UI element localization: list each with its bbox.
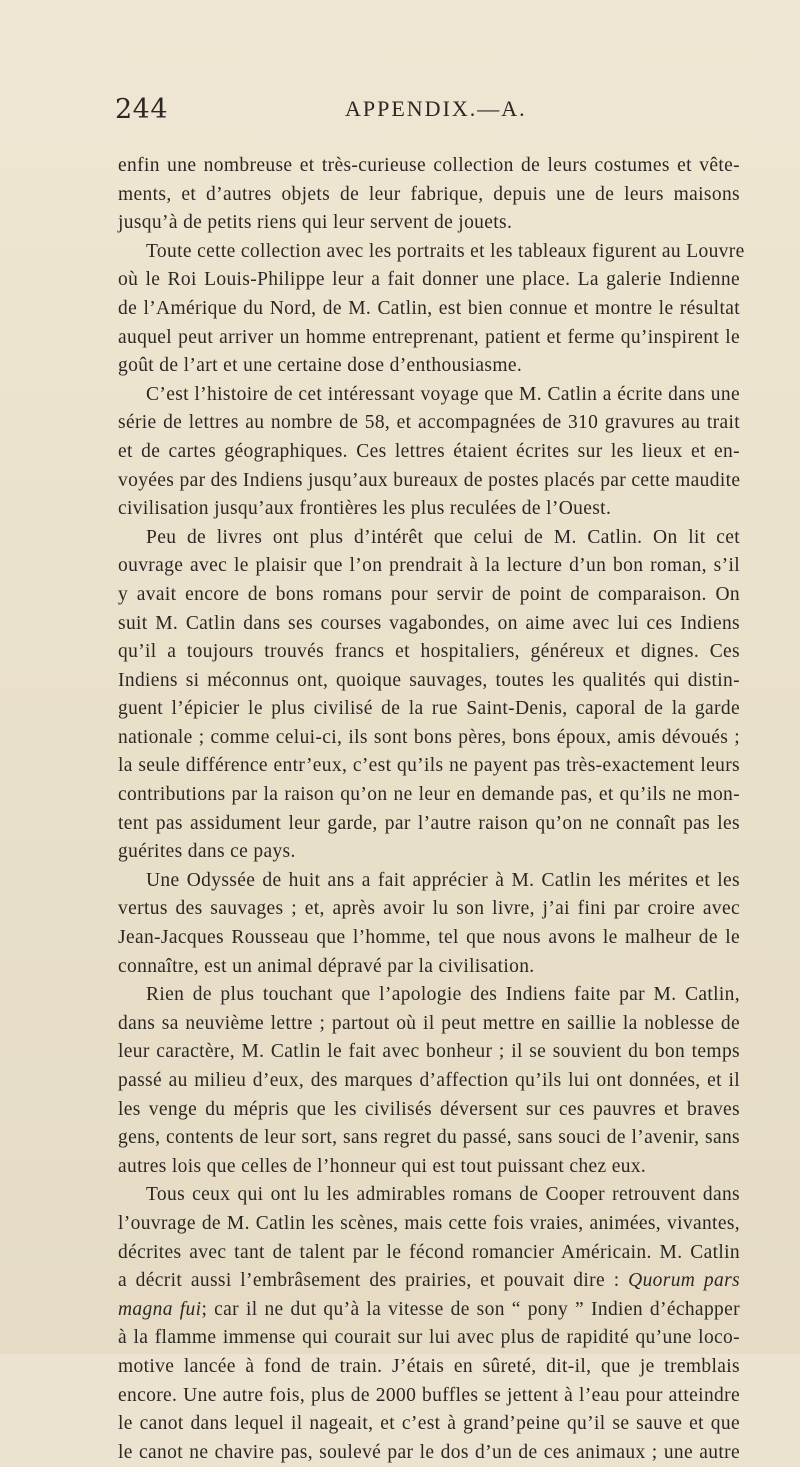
text-line: connaître, est un animal dépravé par la civilisation. xyxy=(118,955,535,977)
text-line: décrites avec tant de talent par le fécond romancier Américain. M. Catlin xyxy=(118,1241,740,1263)
text-line: motive lancée à fond de train. J’étais en sûreté, dit-il, que je tremblais xyxy=(118,1355,740,1377)
text-line: Toute cette collection avec les portraits et les tableaux figurent au Louvre xyxy=(146,240,745,262)
text-line: où le Roi Louis-Philippe leur a fait donner une place. La galerie Indienne xyxy=(118,269,740,291)
text-line: autres lois que celles de l’honneur qui est tout puissant chez eux. xyxy=(118,1155,647,1177)
text-line: ouvrage avec le plaisir que l’on prendrait à la lecture d’un bon roman, s’il xyxy=(118,555,740,577)
text-line: tent pas assidument leur garde, par l’autre raison qu’on ne connaît pas les xyxy=(118,812,740,834)
text-line: Jean-Jacques Rousseau que l’homme, tel que nous avons le malheur de le xyxy=(118,927,740,949)
text-line: le canot ne chavire pas, soulevé par le dos d’un de ces animaux ; une autre xyxy=(118,1441,740,1463)
text-line: l’ouvrage de M. Catlin les scènes, mais cette fois vraies, animées, vivantes, xyxy=(118,1212,740,1234)
text-line: Une Odyssée de huit ans a fait apprécier à M. Catlin les mérites et les xyxy=(146,869,740,891)
text-line: Rien de plus touchant que l’apologie des Indiens faite par M. Catlin, xyxy=(146,984,740,1006)
text-line: dans sa neuvième lettre ; partout où il peut mettre en saillie la noblesse de xyxy=(118,1012,740,1034)
page-number: 244 xyxy=(115,94,169,125)
text-line: goût de l’art et une certaine dose d’enthousiasme. xyxy=(118,355,523,377)
text-line: série de lettres au nombre de 58, et accompagnées de 310 gravures au trait xyxy=(118,412,740,434)
body-text xyxy=(118,152,745,1467)
text-line: ments, et d’autres objets de leur fabrique, depuis une de leurs maisons xyxy=(118,183,740,205)
text-line: passé au milieu d’eux, des marques d’affection qu’ils lui ont données, et il xyxy=(118,1070,740,1091)
text-line: C’est l’histoire de cet intéressant voyage que M. Catlin a écrite dans une xyxy=(146,383,740,405)
text-line: et de cartes géographiques. Ces lettres étaient écrites sur les lieux et en- xyxy=(118,440,740,462)
text-line xyxy=(118,1267,740,1296)
text-line: auquel peut arriver un homme entreprenant, patient et ferme qu’inspirent le xyxy=(118,326,740,348)
text-line: de l’Amérique du Nord, de M. Catlin, est bien connue et montre le résultat xyxy=(118,297,740,319)
running-head: APPENDIX.—A. xyxy=(345,96,527,121)
italic-phrase: magna xyxy=(118,1298,173,1320)
text-line: voyées par des Indiens jusqu’aux bureaux de postes placés par cette maudite xyxy=(118,469,741,491)
text-segment: ; car il ne dut qu’à la vitesse de son “ pony ” Indien d’échapper xyxy=(201,1298,740,1320)
text-line: jusqu’à de petits riens qui leur servent de jouets. xyxy=(118,212,513,234)
text-line: enfin une nombreuse et très-curieuse collection de leurs costumes et vête- xyxy=(118,155,740,176)
page-header xyxy=(115,94,740,134)
text-line: Tous ceux qui ont lu les admirables romans de Cooper retrouvent dans xyxy=(146,1184,740,1206)
text-line: qu’il a toujours trouvés francs et hospitaliers, généreux et dignes. Ces xyxy=(118,641,740,663)
text-line: Indiens si méconnus ont, quoique sauvages, toutes les qualités qui distin- xyxy=(118,669,740,691)
text-line: civilisation jusqu’aux frontières les plus reculées de l’Ouest. xyxy=(118,498,612,520)
text-line: vertus des sauvages ; et, après avoir lu son livre, j’ai fini par croire avec xyxy=(118,898,740,920)
text-line: contributions par la raison qu’on ne leur en demande pas, et qu’ils ne mon- xyxy=(118,784,740,806)
italic-phrase: fui xyxy=(172,1298,202,1320)
text-line: guent l’épicier le plus civilisé de la rue Saint-Denis, caporal de la garde xyxy=(118,698,740,720)
italic-phrase: Quorum pars xyxy=(628,1270,740,1292)
text-line: la seule différence entr’eux, c’est qu’ils ne payent pas très-exactement leurs xyxy=(118,755,740,777)
text-line: à la flamme immense qui courait sur lui avec plus de rapidité qu’une loco- xyxy=(118,1327,740,1349)
text-segment: a décrit aussi l’embrâsement des prairies, et pouvait dire : xyxy=(118,1270,629,1292)
text-line: le canot dans lequel il nageait, et c’est à grand’peine qu’il se sauve et que xyxy=(118,1413,740,1435)
text-line: suit M. Catlin dans ses courses vagabondes, on aime avec lui ces Indiens xyxy=(118,612,740,634)
text-line: gens, contents de leur sort, sans regret du passé, sans souci de l’avenir, sans xyxy=(118,1127,740,1149)
text-line: les venge du mépris que les civilisés déversent sur ces pauvres et braves xyxy=(118,1098,740,1120)
text-line xyxy=(118,1296,740,1325)
text-line: Peu de livres ont plus d’intérêt que celui de M. Catlin. On lit cet xyxy=(146,526,740,548)
text-line: y avait encore de bons romans pour servir de point de comparaison. On xyxy=(118,583,740,605)
text-line: encore. Une autre fois, plus de 2000 buffles se jettent à l’eau pour atteindre xyxy=(118,1384,740,1406)
text-line: guérites dans ce pays. xyxy=(118,841,296,863)
text-line: leur caractère, M. Catlin le fait avec bonheur ; il se souvient du bon temps xyxy=(118,1041,740,1063)
text-line: nationale ; comme celui-ci, ils sont bons pères, bons époux, amis dévoués ; xyxy=(118,726,740,748)
